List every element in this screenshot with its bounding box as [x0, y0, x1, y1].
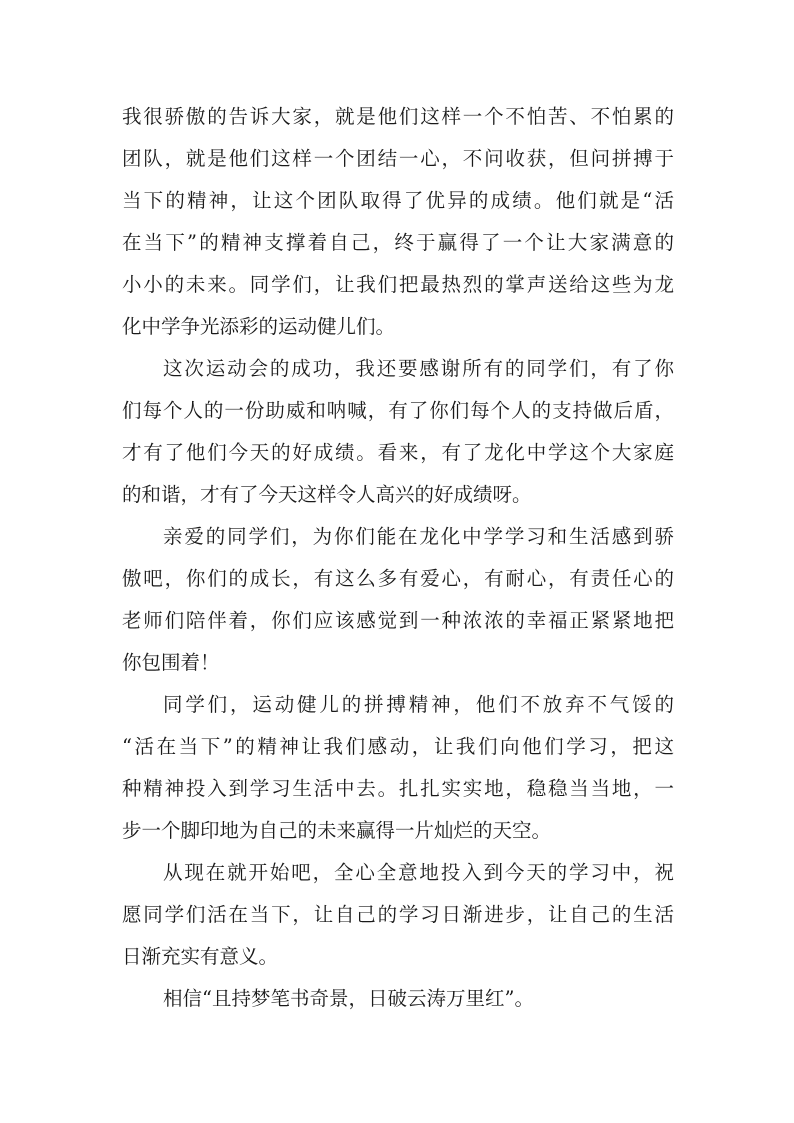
paragraph-5-line-3: 日渐充实有意义。: [122, 945, 279, 968]
paragraph-2-line-4: 的和谐，才有了今天这样令人高兴的好成绩呀。: [122, 483, 532, 506]
paragraph-4-line-4: 步一个脚印地为自己的未来赢得一片灿烂的天空。: [122, 819, 552, 842]
paragraph-2-line-3: 才有了他们今天的好成绩。看来，有了龙化中学这个大家庭: [122, 441, 674, 464]
paragraph-1-line-5: 小小的未来。同学们，让我们把最热烈的掌声送给这些为龙: [122, 273, 674, 296]
paragraph-1-line-4: 在当下”的精神支撑着自己，终于赢得了一个让大家满意的: [122, 231, 674, 254]
paragraph-1-line-6: 化中学争光添彩的运动健儿们。: [122, 315, 396, 338]
paragraph-1-line-2: 团队，就是他们这样一个团结一心，不问收获，但问拼搏于: [122, 147, 674, 170]
paragraph-5-line-2: 愿同学们活在当下，让自己的学习日渐进步，让自己的生活: [122, 903, 674, 926]
paragraph-3-line-3: 老师们陪伴着，你们应该感觉到一种浓浓的幸福正紧紧地把: [122, 609, 674, 632]
paragraph-3-line-2: 傲吧，你们的成长，有这么多有爱心，有耐心，有责任心的: [122, 567, 674, 590]
paragraph-4-line-1: 同学们，运动健儿的拼搏精神，他们不放弃不气馁的: [163, 693, 674, 716]
paragraph-3-line-1: 亲爱的同学们，为你们能在龙化中学学习和生活感到骄: [163, 525, 674, 548]
document-body: [122, 96, 674, 1020]
paragraph-2-line-1: 这次运动会的成功，我还要感谢所有的同学们，有了你: [163, 357, 674, 380]
paragraph-4-line-3: 种精神投入到学习生活中去。扎扎实实地，稳稳当当地，一: [122, 777, 674, 800]
paragraph-1-line-1: 我很骄傲的告诉大家，就是他们这样一个不怕苦、不怕累的: [122, 105, 674, 128]
paragraph-3-line-4: 你包围着！: [122, 651, 220, 674]
paragraph-1-line-3: 当下的精神，让这个团队取得了优异的成绩。他们就是“活: [122, 189, 674, 212]
paragraph-5-line-1: 从现在就开始吧，全心全意地投入到今天的学习中，祝: [163, 861, 674, 884]
paragraph-2-line-2: 们每个人的一份助威和呐喊，有了你们每个人的支持做后盾，: [122, 399, 674, 422]
paragraph-6-line-1: 相信“且持梦笔书奇景，日破云涛万里红”。: [163, 987, 534, 1010]
paragraph-4-line-2: “活在当下”的精神让我们感动，让我们向他们学习，把这: [122, 735, 674, 758]
